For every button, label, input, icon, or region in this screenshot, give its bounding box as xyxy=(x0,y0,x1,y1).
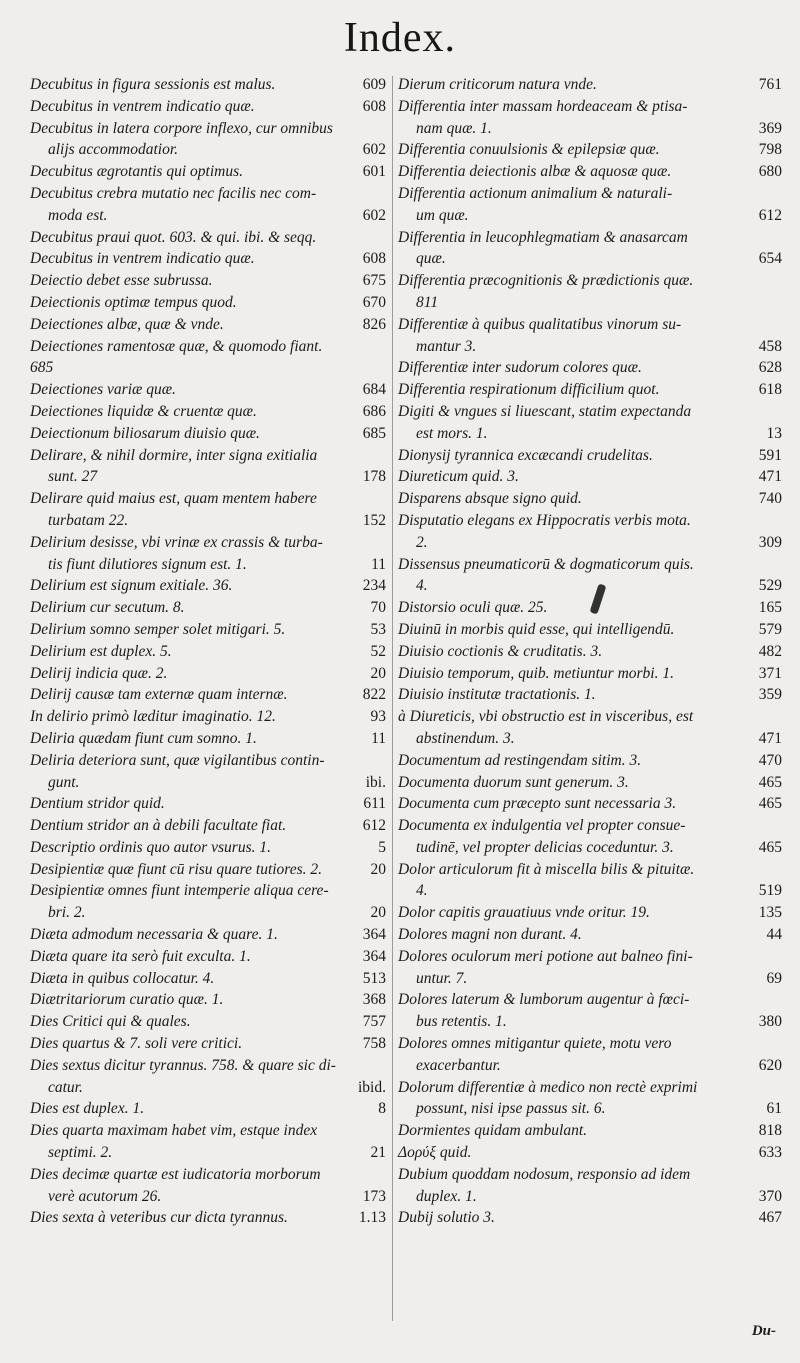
index-entry xyxy=(30,118,386,140)
entry-page-number: 529 xyxy=(758,577,782,595)
entry-text: Decubitus in figura sessionis est malus. xyxy=(30,76,276,93)
index-entry xyxy=(398,793,782,815)
entry-text: Δορύξ quid. xyxy=(398,1144,472,1162)
entry-text: Desipientiæ quæ fiunt cū risu quare tutiores. 2. xyxy=(30,860,323,878)
entry-text: tis fiunt dilutiores signum est. 1. xyxy=(48,555,247,573)
index-entry xyxy=(398,183,782,205)
entry-page-number: ibid. xyxy=(358,1078,386,1096)
index-entry xyxy=(30,902,386,924)
entry-text: Diuisio institutæ tractationis. 1. xyxy=(398,686,596,704)
index-entry xyxy=(30,619,386,641)
entry-text: Documenta ex indulgentia vel propter consue- xyxy=(398,817,686,835)
entry-page-number: 684 xyxy=(362,381,386,399)
entry-page-number: 234 xyxy=(362,577,386,595)
index-entry xyxy=(398,989,782,1011)
entry-page-number: 612 xyxy=(362,817,386,835)
index-entry xyxy=(30,1033,386,1055)
entry-text: Dies est duplex. 1. xyxy=(30,1100,145,1118)
entry-text: Delirium somno semper solet mitigari. 5. xyxy=(30,620,286,638)
entry-text: 811 xyxy=(416,293,439,311)
index-entry xyxy=(398,924,782,946)
entry-text: 4. xyxy=(416,577,428,595)
index-entry xyxy=(398,1186,782,1208)
index-entry xyxy=(398,663,782,685)
entry-text: Diætritariorum curatio quæ. 1. xyxy=(30,991,224,1009)
index-entry xyxy=(30,74,386,96)
entry-text: Diuisio temporum, quib. metiuntur morbi. 1. xyxy=(398,664,674,682)
entry-text: Deiectiones liquidæ & cruentæ quæ. xyxy=(30,402,257,420)
entry-text: Differentia præcognitionis & prædictionis quæ. xyxy=(398,272,694,290)
entry-page-number: 467 xyxy=(758,1209,782,1227)
index-entry xyxy=(398,118,782,140)
entry-page-number: 21 xyxy=(370,1144,386,1162)
index-entry xyxy=(30,641,386,663)
entry-text: Dolores magni non durant. 4. xyxy=(398,926,582,944)
index-entry xyxy=(398,139,782,161)
index-entry xyxy=(30,1120,386,1142)
entry-text: Diæta quare ita serò fuit exculta. 1. xyxy=(30,947,251,965)
index-entry xyxy=(30,924,386,946)
entry-text: Deiectionis optimæ tempus quod. xyxy=(30,293,237,311)
entry-text: Delirij indicia quæ. 2. xyxy=(30,664,168,682)
entry-page-number: 11 xyxy=(371,729,386,747)
entry-text: mantur 3. xyxy=(416,337,477,355)
entry-page-number: 680 xyxy=(758,163,782,181)
entry-text: Dormientes quidam ambulant. xyxy=(398,1122,588,1140)
entry-page-number: 465 xyxy=(758,795,782,813)
entry-text: untur. 7. xyxy=(416,969,468,987)
entry-text: alijs accommodatior. xyxy=(48,141,179,159)
index-entry xyxy=(30,96,386,118)
entry-text: Dolores omnes mitigantur quiete, motu vero xyxy=(398,1035,672,1053)
entry-page-number: 44 xyxy=(766,926,782,944)
index-entry xyxy=(30,314,386,336)
entry-page-number: 471 xyxy=(758,468,782,486)
entry-page-number: 761 xyxy=(758,76,782,93)
entry-page-number: 601 xyxy=(362,163,386,181)
index-entry xyxy=(398,902,782,924)
index-entry xyxy=(30,1055,386,1077)
entry-page-number: 654 xyxy=(758,250,782,268)
entry-text: septimi. 2. xyxy=(48,1144,113,1162)
index-entry xyxy=(398,575,782,597)
entry-text: duplex. 1. xyxy=(416,1187,477,1205)
entry-text: Delirij causæ tam externæ quam internæ. xyxy=(30,686,288,704)
index-entry xyxy=(30,1142,386,1164)
entry-text: Diæta in quibus collocatur. 4. xyxy=(30,969,215,987)
index-entry xyxy=(398,510,782,532)
entry-page-number: 5 xyxy=(378,838,386,856)
index-entry xyxy=(398,554,782,576)
entry-text: à Diureticis, vbi obstructio est in visceribus, est xyxy=(398,708,694,726)
index-entry xyxy=(30,663,386,685)
entry-page-number: 70 xyxy=(370,599,386,617)
entry-page-number: 8 xyxy=(378,1100,386,1118)
entry-page-number: 513 xyxy=(362,969,386,987)
entry-text: Disputatio elegans ex Hippocratis verbis mota. xyxy=(398,511,691,529)
entry-text: possunt, nisi ipse passus sit. 6. xyxy=(416,1100,606,1118)
index-entry xyxy=(398,357,782,379)
entry-page-number: 618 xyxy=(758,381,782,399)
index-entry xyxy=(398,1207,782,1229)
index-entry xyxy=(30,1207,386,1229)
entry-text: tudinē, vel propter delicias coceduntur. 3. xyxy=(416,838,674,856)
entry-page-number: 173 xyxy=(362,1187,386,1205)
entry-page-number: 61 xyxy=(766,1100,782,1118)
entry-text: Desipientiæ omnes fiunt intemperie aliqua cere- xyxy=(30,882,329,900)
index-entry xyxy=(398,1077,782,1099)
index-entry xyxy=(30,989,386,1011)
entry-page-number: 675 xyxy=(362,272,386,290)
index-entry xyxy=(30,488,386,510)
entry-text: Dolores oculorum meri potione aut balneo fini- xyxy=(398,947,693,965)
entry-page-number: 165 xyxy=(758,599,782,617)
index-entry xyxy=(398,314,782,336)
index-entry xyxy=(398,532,782,554)
entry-page-number: 368 xyxy=(362,991,386,1009)
entry-text: Diæta admodum necessaria & quare. 1. xyxy=(30,926,278,944)
entry-text: In delirio primò læditur imaginatio. 12. xyxy=(30,708,276,726)
entry-page-number: 370 xyxy=(758,1187,782,1205)
entry-text: Diuinū in morbis quid esse, qui intelligendū. xyxy=(398,620,675,638)
entry-text: turbatam 22. xyxy=(48,511,129,529)
entry-text: Delirare quid maius est, quam mentem habere xyxy=(30,490,317,508)
entry-text: 685 xyxy=(30,359,54,377)
index-entry xyxy=(398,1164,782,1186)
index-entry xyxy=(398,292,782,314)
entry-text: Dies sextus dicitur tyrannus. 758. & quare sic di- xyxy=(30,1056,336,1074)
entry-text: Digiti & vngues si liuescant, statim expectanda xyxy=(398,402,692,420)
entry-text: Dies quarta maximam habet vim, estque index xyxy=(30,1122,318,1140)
entry-text: nam quæ. 1. xyxy=(416,119,492,137)
entry-text: Differentia actionum animalium & naturali- xyxy=(398,184,673,202)
entry-page-number: 579 xyxy=(758,620,782,638)
index-entry xyxy=(398,859,782,881)
index-entry xyxy=(30,968,386,990)
entry-page-number: 13 xyxy=(766,424,782,442)
entry-page-number: 670 xyxy=(362,293,386,311)
entry-text: Descriptio ordinis quo autor vsurus. 1. xyxy=(30,838,271,856)
index-entry xyxy=(30,445,386,467)
index-entry xyxy=(30,532,386,554)
entry-page-number: 20 xyxy=(370,664,386,682)
catchword: Du- xyxy=(751,1323,776,1339)
index-entry xyxy=(398,619,782,641)
index-entry xyxy=(398,880,782,902)
column-divider xyxy=(392,76,393,1321)
index-entry xyxy=(30,793,386,815)
entry-text: Differentia in leucophlegmatiam & anasarcam xyxy=(398,228,688,246)
index-entry xyxy=(30,161,386,183)
index-entry xyxy=(398,401,782,423)
entry-text: Deliria quædam fiunt cum somno. 1. xyxy=(30,729,257,747)
index-entry xyxy=(398,1011,782,1033)
entry-page-number: 608 xyxy=(362,97,386,115)
index-entry xyxy=(398,1142,782,1164)
entry-page-number: 591 xyxy=(758,446,782,464)
index-entry xyxy=(30,837,386,859)
entry-text: catur. xyxy=(48,1078,83,1096)
entry-text: Dolor articulorum fit à miscella bilis & pituitæ. xyxy=(398,860,695,878)
entry-text: Dolores laterum & lumborum augentur à fœci- xyxy=(398,991,690,1009)
entry-text: Delirare, & nihil dormire, inter signa exitialia xyxy=(30,446,318,464)
index-entry xyxy=(30,183,386,205)
entry-page-number: 458 xyxy=(758,337,782,355)
entry-text: Differentiæ à quibus qualitatibus vinorum su- xyxy=(398,315,682,333)
entry-text: Delirium est signum exitiale. 36. xyxy=(30,577,233,595)
entry-page-number: 364 xyxy=(362,947,386,965)
entry-page-number: ibi. xyxy=(365,773,386,791)
entry-text: Distorsio oculi quæ. 25. xyxy=(398,599,548,617)
index-entry xyxy=(30,510,386,532)
index-entry xyxy=(30,1186,386,1208)
entry-text: Dubium quoddam nodosum, responsio ad idem xyxy=(398,1165,691,1183)
index-entry xyxy=(30,597,386,619)
index-entry xyxy=(30,466,386,488)
index-entry xyxy=(30,750,386,772)
index-entry xyxy=(398,248,782,270)
entry-text: um quæ. xyxy=(416,206,469,224)
entry-page-number: 369 xyxy=(758,119,782,137)
entry-text: Delirium desisse, vbi vrinæ ex crassis & turba- xyxy=(30,533,323,551)
index-entry xyxy=(398,96,782,118)
index-entry xyxy=(30,270,386,292)
entry-text: Differentiæ inter sudorum colores quæ. xyxy=(398,359,642,377)
entry-text: Deiectiones ramentosæ quæ, & quomodo fiant. xyxy=(30,337,323,355)
entry-text: Deiectiones albæ, quæ & vnde. xyxy=(30,315,224,333)
index-entry xyxy=(398,423,782,445)
entry-page-number: 470 xyxy=(758,751,782,769)
entry-text: est mors. 1. xyxy=(416,424,488,442)
index-entry xyxy=(30,684,386,706)
index-entry xyxy=(30,706,386,728)
entry-page-number: 818 xyxy=(758,1122,782,1140)
index-entry xyxy=(398,684,782,706)
index-entry xyxy=(30,139,386,161)
entry-text: Decubitus in ventrem indicatio quæ. xyxy=(30,250,255,268)
index-entry xyxy=(398,772,782,794)
index-entry xyxy=(30,946,386,968)
entry-page-number: 53 xyxy=(370,620,386,638)
entry-page-number: 471 xyxy=(758,729,782,747)
index-entry xyxy=(398,445,782,467)
index-entry xyxy=(30,554,386,576)
entry-page-number: 135 xyxy=(758,904,782,922)
index-entry xyxy=(30,728,386,750)
entry-text: moda est. xyxy=(48,206,108,224)
entry-text: sunt. 27 xyxy=(48,468,98,486)
entry-text: Dubij solutio 3. xyxy=(398,1209,495,1227)
entry-page-number: 608 xyxy=(362,250,386,268)
index-entry xyxy=(398,379,782,401)
index-entry xyxy=(30,336,386,358)
entry-text: quæ. xyxy=(416,250,446,268)
index-entry xyxy=(398,205,782,227)
entry-text: Dissensus pneumaticorū & dogmaticorum quis. xyxy=(398,555,694,573)
entry-text: Dolorum differentiæ à medico non rectè exprimi xyxy=(398,1078,698,1096)
index-entry xyxy=(398,750,782,772)
index-entry xyxy=(398,728,782,750)
entry-text: Documenta duorum sunt generum. 3. xyxy=(398,773,629,791)
index-entry xyxy=(398,1098,782,1120)
entry-page-number: 371 xyxy=(758,664,782,682)
entry-page-number: 11 xyxy=(371,555,386,573)
index-entry xyxy=(398,1055,782,1077)
entry-text: Differentia conuulsionis & epilepsiæ quæ. xyxy=(398,141,660,159)
entry-page-number: 359 xyxy=(758,686,782,704)
entry-text: Deliria deteriora sunt, quæ vigilantibus contin- xyxy=(30,751,325,769)
entry-page-number: 364 xyxy=(362,926,386,944)
entry-text: 4. xyxy=(416,882,428,900)
entry-text: Dierum criticorum natura vnde. xyxy=(398,76,597,93)
entry-text: Differentia deiectionis albæ & aquosæ quæ. xyxy=(398,163,672,181)
entry-page-number: 758 xyxy=(362,1035,386,1053)
entry-text: Dies sexta à veteribus cur dicta tyrannus. xyxy=(30,1209,288,1227)
index-entry xyxy=(30,815,386,837)
entry-text: Deiectio debet esse subrussa. xyxy=(30,272,213,290)
index-entry xyxy=(398,488,782,510)
entry-page-number: 482 xyxy=(758,642,782,660)
index-entry xyxy=(30,248,386,270)
right-column xyxy=(398,74,782,1229)
entry-page-number: 52 xyxy=(370,642,386,660)
entry-text: Documentum ad restingendam sitim. 3. xyxy=(398,751,642,769)
entry-page-number: 152 xyxy=(362,511,386,529)
entry-page-number: 178 xyxy=(362,468,386,486)
index-entry xyxy=(30,357,386,379)
index-entry xyxy=(30,292,386,314)
entry-text: Decubitus in latera corpore inflexo, cur omnibus xyxy=(30,119,333,137)
entry-page-number: 611 xyxy=(363,795,386,813)
entry-text: Decubitus ægrotantis qui optimus. xyxy=(30,163,243,181)
entry-text: Dentium stridor an à debili facultate fiat. xyxy=(30,817,287,835)
entry-text: bri. 2. xyxy=(48,904,86,922)
entry-text: gunt. xyxy=(48,773,80,791)
index-entry xyxy=(398,641,782,663)
entry-page-number: 757 xyxy=(362,1013,386,1031)
index-entry xyxy=(398,227,782,249)
entry-page-number: 686 xyxy=(362,402,386,420)
entry-page-number: 685 xyxy=(362,424,386,442)
entry-page-number: 740 xyxy=(758,490,782,508)
entry-text: Deiectiones variæ quæ. xyxy=(30,381,176,399)
index-entry xyxy=(30,1164,386,1186)
entry-text: Diureticum quid. 3. xyxy=(398,468,519,486)
index-entry xyxy=(398,946,782,968)
index-entry xyxy=(30,880,386,902)
index-entry xyxy=(398,1033,782,1055)
index-entry xyxy=(30,859,386,881)
index-entry xyxy=(30,1098,386,1120)
index-entry xyxy=(398,74,782,96)
index-entry xyxy=(398,466,782,488)
index-entry xyxy=(30,423,386,445)
index-entry xyxy=(398,1120,782,1142)
left-column xyxy=(30,74,386,1229)
entry-text: Delirium cur secutum. 8. xyxy=(30,599,185,617)
entry-page-number: 20 xyxy=(370,860,386,878)
index-entry xyxy=(398,837,782,859)
index-entry xyxy=(398,161,782,183)
entry-text: Delirium est duplex. 5. xyxy=(30,642,172,660)
entry-page-number: 620 xyxy=(758,1056,782,1074)
entry-page-number: 602 xyxy=(362,206,386,224)
entry-page-number: 1.13 xyxy=(358,1209,386,1227)
entry-text: exacerbantur. xyxy=(416,1056,501,1074)
entry-page-number: 69 xyxy=(766,969,782,987)
entry-text: Disparens absque signo quid. xyxy=(398,490,582,508)
entry-page-number: 465 xyxy=(758,838,782,856)
index-entry xyxy=(30,1077,386,1099)
entry-text: Differentia respirationum difficilium quot. xyxy=(398,381,660,399)
entry-page-number: 519 xyxy=(758,882,782,900)
entry-page-number: 20 xyxy=(370,904,386,922)
index-entry xyxy=(398,815,782,837)
entry-text: 2. xyxy=(416,533,428,551)
entry-text: Decubitus crebra mutatio nec facilis nec com- xyxy=(30,184,317,202)
entry-page-number: 309 xyxy=(758,533,782,551)
entry-text: abstinendum. 3. xyxy=(416,729,515,747)
index-entry xyxy=(30,227,386,249)
index-entry xyxy=(398,270,782,292)
entry-text: Dentium stridor quid. xyxy=(30,795,165,813)
index-entry xyxy=(398,706,782,728)
entry-text: Documenta cum præcepto sunt necessaria 3. xyxy=(398,795,677,813)
entry-page-number: 602 xyxy=(362,141,386,159)
entry-page-number: 822 xyxy=(362,686,386,704)
entry-text: Decubitus praui quot. 603. & qui. ibi. & seqq. xyxy=(30,228,317,246)
entry-text: Decubitus in ventrem indicatio quæ. xyxy=(30,97,255,115)
entry-page-number: 93 xyxy=(370,708,386,726)
index-entry xyxy=(30,379,386,401)
entry-text: Deiectionum biliosarum diuisio quæ. xyxy=(30,424,260,442)
page-title: Index. xyxy=(343,15,457,61)
entry-page-number: 826 xyxy=(362,315,386,333)
index-entry xyxy=(30,575,386,597)
entry-page-number: 380 xyxy=(758,1013,782,1031)
entry-text: bus retentis. 1. xyxy=(416,1013,507,1031)
entry-page-number: 798 xyxy=(758,141,782,159)
index-entry xyxy=(30,772,386,794)
entry-page-number: 465 xyxy=(758,773,782,791)
index-entry xyxy=(398,968,782,990)
entry-page-number: 633 xyxy=(758,1144,782,1162)
index-entry xyxy=(398,336,782,358)
entry-text: Dies decimæ quartæ est iudicatoria morborum xyxy=(30,1165,321,1183)
entry-text: Differentia inter massam hordeaceam & ptisa- xyxy=(398,97,688,115)
entry-text: Diuisio coctionis & cruditatis. 3. xyxy=(398,642,603,660)
entry-text: Dionysij tyrannica excæcandi crudelitas. xyxy=(398,446,653,464)
entry-text: Dolor capitis grauatiuus vnde oritur. 19. xyxy=(398,904,650,922)
index-entry xyxy=(30,401,386,423)
entry-text: verè acutorum 26. xyxy=(48,1187,162,1205)
entry-page-number: 609 xyxy=(362,76,386,93)
entry-text: Dies Critici qui & quales. xyxy=(30,1013,191,1031)
entry-text: Dies quartus & 7. soli vere critici. xyxy=(30,1035,243,1053)
index-entry xyxy=(30,1011,386,1033)
entry-page-number: 628 xyxy=(758,359,782,377)
index-entry xyxy=(30,205,386,227)
entry-page-number: 612 xyxy=(758,206,782,224)
